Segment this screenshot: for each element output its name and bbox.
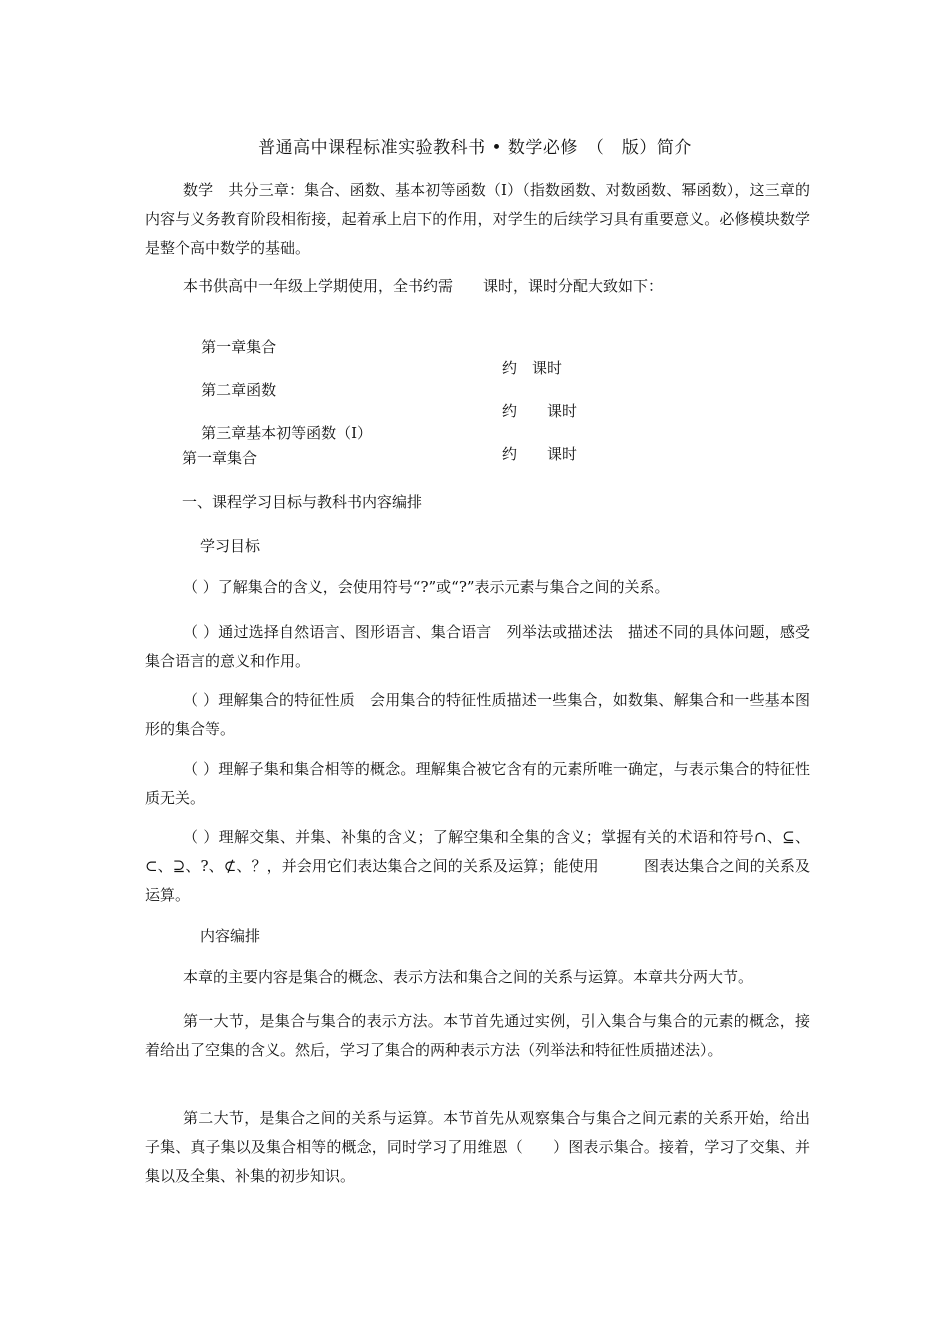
chapter-name: 第三章基本初等函数（Ⅰ） — [201, 424, 373, 442]
content-paragraph-1: 本章的主要内容是集合的概念、表示方法和集合之间的关系与运算。本章共分两大节。 — [183, 968, 754, 986]
intro-paragraph: 数学 共分三章：集合、函数、基本初等函数（Ⅰ）（指数函数、对数函数、幂函数），这三章的内容与义务教育阶段相衔接，起着承上启下的作用，对学生的后续学习具有重要意义。必修模块数学 是整个高中数学的基础。 — [145, 181, 826, 257]
usage-paragraph: 本书供高中一年级上学期使用，全书约需 课时，课时分配大致如下： — [183, 277, 664, 295]
goal-item-3: （ ）理解集合的特征性质 会用集合的特征性质描述一些集合，如数集、解集合和一些基本图形的集合等。 — [145, 691, 810, 738]
content-paragraph-3: 第二大节，是集合之间的关系与运算。本节首先从观察集合与集合之间元素的关系开始，给出子集、真子集以及集合相等的概念，同时学习了用维恩（ ）图表示集合。接着，学习了交集、并集以及全集、补集的初步知识。 — [145, 1109, 810, 1185]
goal-item-1: （ ）了解集合的含义，会使用符号“?”或“?”表示元素与集合之间的关系。 — [183, 578, 670, 596]
chapter-hours: 约 课时 — [502, 445, 578, 463]
chapter-name: 第二章函数 — [201, 381, 277, 399]
chapter-name: 第一章集合 — [201, 338, 277, 356]
content-heading: 内容编排 — [200, 927, 261, 945]
goal-item-5: （ ）理解交集、并集、补集的含义；了解空集和全集的含义；掌握有关的术语和符号∩、⊆、⊂、⊇、?、⊄、？，并会用它们表达集合之间的关系及运算；能使用 图表达集合之间的关系及运算。 — [145, 828, 810, 904]
content-paragraph-2: 第一大节，是集合与集合的表示方法。本节首先通过实例，引入集合与集合的元素的概念，接着给出了空集的含义。然后，学习了集合的两种表示方法（列举法和特征性质描述法）。 — [145, 1012, 810, 1059]
chapter-one-heading: 第一章集合 — [182, 449, 258, 467]
goal-item-4: （ ）理解子集和集合相等的概念。理解集合被它含有的元素所唯一确定，与表示集合的特征性质无关。 — [145, 760, 810, 807]
goals-heading: 学习目标 — [200, 537, 261, 555]
goal-item-2: （ ）通过选择自然语言、图形语言、集合语言 列举法或描述法 描述不同的具体问题，感受集合语言的意义和作用。 — [145, 623, 810, 670]
chapter-hours: 约 课时 — [502, 402, 578, 420]
document-title: 普通高中课程标准实验教科书 • 数学必修 （ 版）简介 — [258, 138, 692, 158]
section-one-heading: 一、课程学习目标与教科书内容编排 — [182, 493, 423, 511]
chapter-hours: 约 课时 — [502, 359, 563, 377]
